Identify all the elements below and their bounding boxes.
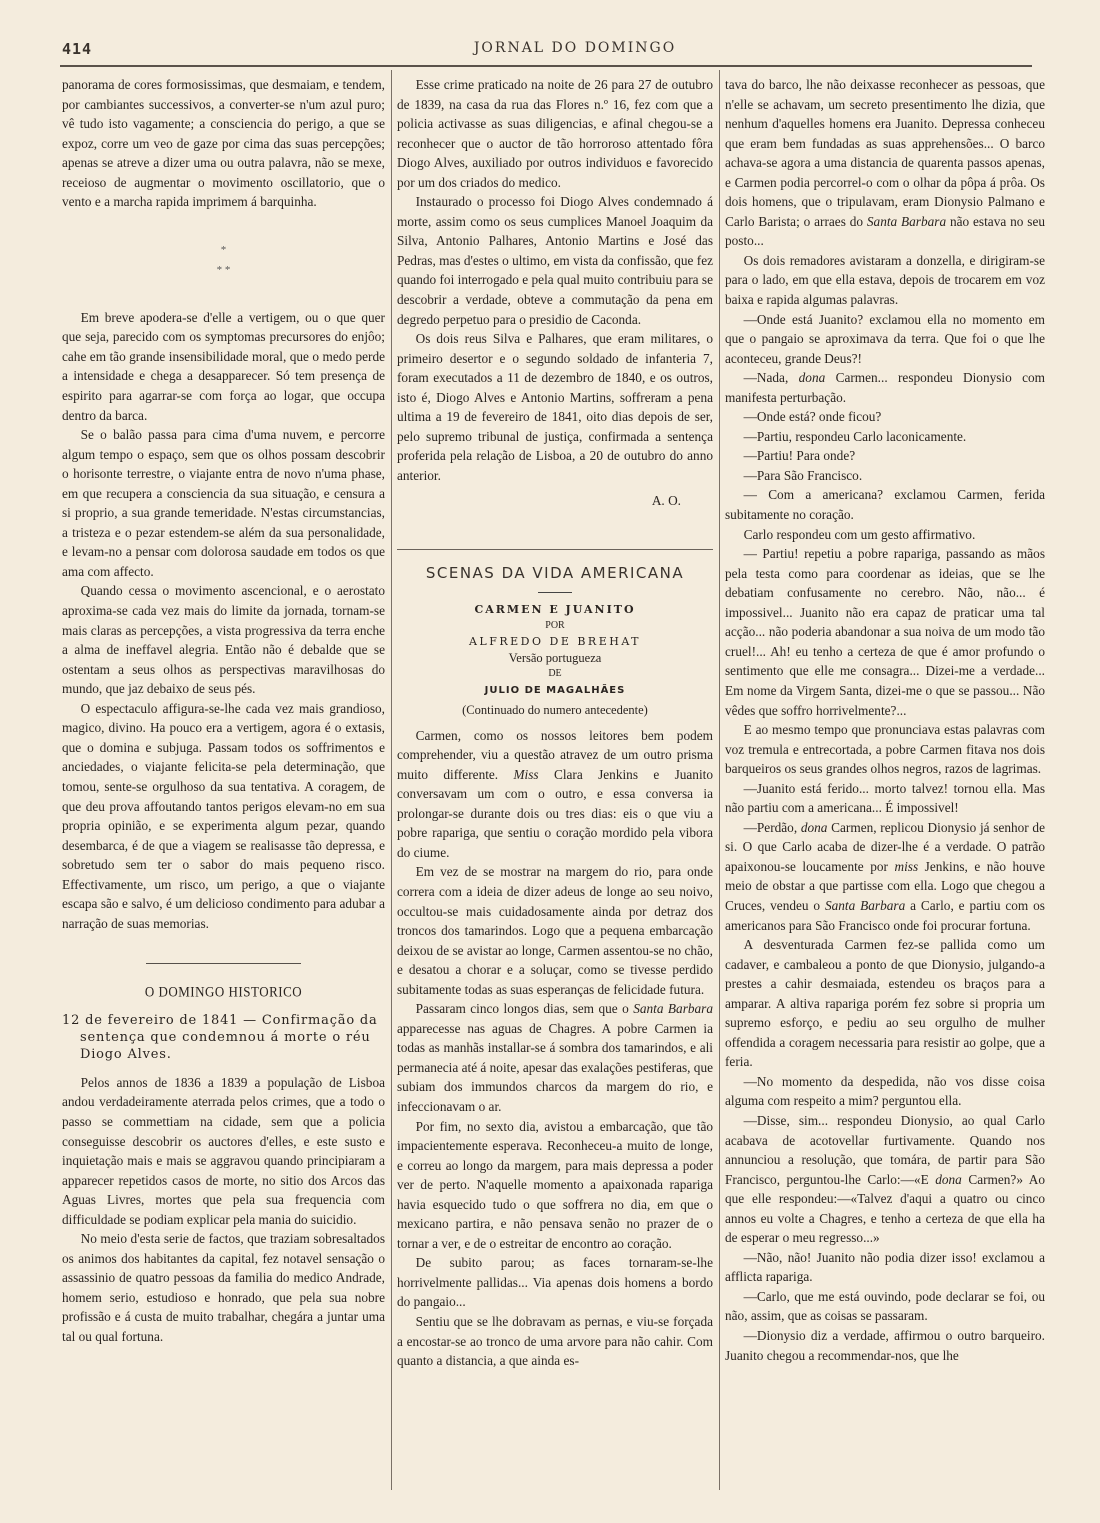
column-1	[62, 75, 385, 1347]
paragraph	[725, 485, 1045, 524]
paragraph	[725, 251, 1045, 310]
paragraph-text: —Onde está? onde ficou?	[743, 409, 882, 425]
paragraph	[62, 75, 385, 212]
paragraph-text: —Nada,	[743, 370, 799, 386]
asterism-bottom: * *	[216, 263, 231, 276]
paragraph	[725, 407, 1045, 427]
paragraph	[725, 935, 1045, 1072]
paragraph	[397, 862, 713, 999]
paragraph-text: panorama de cores formosissimas, que desmaiam, e tendem, por cambiantes successivos, a converter-se n'um azul puro; vê tudo isto vagamente; a consciencia do perigo, a que se expoz, corre um veo de gaze por cima das suas percepções; apenas se atreve a dizer uma ou outra palavra, não se mexe, receioso de augmentar o movimento oscillatorio, que o vento e a marcha rapida imprimem á barquinha.	[62, 77, 385, 210]
paragraph	[725, 1111, 1045, 1248]
column-divider	[391, 70, 392, 1490]
paragraph-text: Carmen... respondeu Dionysio com manifesta perturbação.	[725, 370, 1045, 405]
paragraph	[397, 192, 713, 329]
paragraph	[725, 525, 1045, 545]
paragraph-text: Os dois remadores avistaram a donzella, e dirigiram-se para o lado, em que ella estava, depois de trocarem em voz baixa e rapida algumas palavras.	[725, 252, 1045, 308]
italic-text: miss	[894, 858, 919, 874]
newspaper-title: JORNAL DO DOMINGO	[473, 40, 677, 56]
paragraph-text: Carlo respondeu com um gesto affirmativo.	[743, 526, 976, 542]
italic-text: Santa Barbara	[824, 897, 906, 913]
paragraph-text: apparecesse nas aguas de Chagres. A pobre Carmen ia todas as manhãs installar-se á sombra dos tamarindos, e ali permanecia até á noite, apesar das exalações pestiferas, que subiam dos immundos charcos da margem do rio, e infeccionavam o ar.	[397, 1020, 714, 1114]
italic-text: Miss	[513, 766, 539, 782]
continued-note: (Continuado do numero antecedente)	[462, 702, 648, 717]
paragraph	[62, 425, 385, 581]
italic-text: Santa Barbara	[866, 213, 947, 229]
italic-text: dona	[798, 370, 826, 386]
title-rule	[538, 592, 572, 593]
paragraph	[62, 1229, 385, 1346]
paragraph	[725, 446, 1045, 466]
italic-text: dona	[935, 1171, 962, 1187]
paragraph-text: Pelos annos de 1836 a 1839 a população de Lisboa andou verdadeiramente aterrada pelos crimes, que a todo o passo se commettiam na cidade, sem que a policia conseguisse descobrir os auctores d'elles, e este susto e inquietação mais e mais se aggravou quando principiaram a apparecer repetidos casos de morte, no sitio dos Arcos das Aguas Livres, mortes que pela sua frequencia com difficuldade se podiam explicar pela mania do suicidio.	[62, 1074, 385, 1227]
paragraph	[725, 779, 1045, 818]
paragraph-text: Em vez de se mostrar na margem do rio, para onde correra com a ideia de dizer adeus de longe ao seu noivo, occultou-se mais cuidadosamente ainda por detraz dos troncos dos tamarindos. Logo que a pequena embarcação deixou de se avistar ao longe, Carmen assentou-se no chão, e desatou a chorar e a soluçar, como se tivesse perdido subitamente todas as suas esperanças de felicidade futura.	[397, 864, 713, 997]
paragraph-text: A desventurada Carmen fez-se pallida como um cadaver, e cambaleou a ponto de que Dionysio, julgando-a prestes a cahir desmaiada, estendeu os braços para a amparar. A altiva rapariga porém fez sobre si propria um supremo esforço, e pediu ao seu orgulho de mulher offendida a coragem necessaria para resistir ao golpe, que a feria.	[725, 937, 1045, 1070]
balloon-article-body	[62, 308, 385, 934]
paragraph	[725, 544, 1045, 720]
header-rule	[60, 65, 1032, 67]
paragraph-text: —Disse, sim... respondeu Dionysio, ao qual Carlo acabava de acotovellar furtivamente. Quando nos annunciou a resolução, que tomára, de partir para São Francisco, perguntou-lhe Carlo:—«E	[725, 1112, 1045, 1187]
asterism-top: *	[220, 243, 227, 256]
paragraph-text: De subito parou; as faces tornaram-se-lhe horrivelmente pallidas... Via apenas dois homens a bordo do pangaio...	[397, 1255, 713, 1310]
paragraph	[725, 75, 1045, 251]
italic-text: dona	[800, 819, 828, 835]
story-body	[397, 726, 713, 1371]
paragraph-text: Jenkins, e não houve meio de obstar a que partisse com ella. Logo que chegou a Cruces, vendeu o	[725, 858, 1046, 913]
series-title: SCENAS DA VIDA AMERICANA	[425, 564, 685, 583]
column-3	[725, 75, 1045, 1365]
paragraph-text: —Partiu, respondeu Carlo laconicamente.	[743, 428, 967, 444]
paragraph	[725, 1287, 1045, 1326]
paragraph-text: não estava no seu posto...	[725, 213, 1045, 249]
paragraph-text: Os dois reus Silva e Palhares, que eram militares, o primeiro desertor e o segundo soldado de infanteria 7, foram executados a 11 de dezembro de 1840, e os outros, isto é, Diogo Alves e Antonio Martins, soffreram a pena ultima a 19 de fevereiro de 1841, oito dias depois de ser, pelo supremo tribunal de justiça, confirmada a sentença proferida pela relação de Lisboa, a 20 de outubro do anno anterior.	[397, 331, 713, 483]
paragraph	[725, 818, 1045, 935]
paragraph	[725, 466, 1045, 486]
page-number: 414	[62, 40, 93, 58]
paragraph-text: —No momento da despedida, não vos disse coisa alguma com respeito a mim? perguntou ella.	[725, 1073, 1045, 1109]
paragraph-text: Passaram cinco longos dias, sem que o	[415, 1001, 634, 1017]
column-2	[397, 75, 713, 1371]
paragraph-text: Quando cessa o movimento ascencional, e o aerostato aproxima-se cada vez mais do limite da jornada, tornam-se mais claras as percepções, a vista progressiva da terra enche a alma de ineffavel alegria. Então não é debalde que se ostentam a seus olhos as perspectivas maravilhosas do mundo, que jaz debaixo de seus pés.	[62, 583, 385, 697]
paragraph	[62, 308, 385, 425]
paragraph-text: No meio d'esta serie de factos, que traziam sobresaltados os animos dos habitantes da capital, fez notavel sensação o assassinio de quatro pessoas da familia do medico Andrade, homem serio, estudioso e honrado, que pela sua nobre profissão e á custa de muito trabalhar, chegára a juntar uma tal ou qual fortuna.	[62, 1231, 385, 1344]
paragraph	[725, 310, 1045, 369]
paragraph	[397, 75, 713, 192]
section-heading: O DOMINGO HISTORICO	[144, 983, 303, 1001]
paragraph	[725, 1326, 1045, 1365]
paragraph-text: —Partiu! Para onde?	[743, 448, 856, 464]
historic-article-continuation	[397, 75, 713, 485]
paragraph-text: Carmen, como os nossos leitores bem podem comprehender, viu a questão atravez de um outro prisma muito differente.	[397, 727, 713, 782]
paragraph	[397, 726, 713, 863]
article-continuation	[62, 75, 385, 212]
story-title: CARMEN E JUANITO	[474, 602, 636, 616]
paragraph	[397, 329, 713, 485]
paragraph-text: Sentiu que se lhe dobravam as pernas, e viu-se forçada a encostar-se ao tronco de uma arvore para não cahir. Com quanto a distancia, a que ainda es-	[397, 1313, 713, 1369]
article-rule	[397, 549, 713, 550]
story-body	[725, 251, 1045, 1365]
paragraph-text: —Juanito está ferido... morto talvez! tornou ella. Mas não partiu com a americana... É impossivel!	[725, 780, 1045, 816]
story-author: ALFREDO DE BREHAT	[468, 634, 642, 648]
paragraph	[725, 1072, 1045, 1111]
paragraph-text: —Perdão,	[743, 819, 801, 835]
paragraph-text: Clara Jenkins e Juanito conversavam um com o outro, e essa conversa ia prolongar-se durante dois ou tres dias: eis o que viu a pobre rapariga, que sentiu o coração mordido pela vibora do ciume.	[397, 766, 713, 860]
paragraph-text: — Com a americana? exclamou Carmen, ferida subitamente no coração.	[725, 487, 1045, 523]
story-continuation	[725, 75, 1045, 251]
paragraph	[62, 699, 385, 934]
by-label: POR	[545, 619, 565, 631]
paragraph	[397, 1117, 713, 1254]
historic-entry-title: 12 de fevereiro de 1841 — Confirmação da sentença que condemnou á morte o réu Diogo Alves.	[62, 1012, 378, 1062]
paragraph	[397, 999, 713, 1116]
paragraph	[725, 427, 1045, 447]
author-signature: A. O.	[651, 493, 681, 509]
paragraph-text: —Para São Francisco.	[743, 467, 863, 483]
paragraph	[397, 1253, 713, 1312]
paragraph	[725, 720, 1045, 779]
paragraph-text: — Partiu! repetiu a pobre rapariga, passando as mãos pela testa como para coordenar as ideias, que se lhe debatiam confusamente no cerebro. Não, não... é impossivel... Juanito não era capaz de praticar uma tal acção... não poderia abandonar a sua noiva de um modo tão cruel!... Ah! eu tenho a certeza de que é amor profundo o sentimento que elle me consagra... Dizei-me a verdade... Em nome da Virgem Santa, dizei-me o que se passou... Não vêdes que soffro horrivelmente?...	[725, 546, 1045, 718]
paragraph-text: O espectaculo affigura-se-lhe cada vez mais grandioso, magico, divino. Ha pouco era a vertigem, agora é o extasis, que o domina e subjuga. Passam todos os soffrimentos e anciedades, o viajante felicita-se pela determinação, que tomou, sente-se orgulhoso da sua tentativa. A coragem, de que deu prova affoutando tantos perigos elevam-no em sua propria opinião, e se experimenta algum pezar, quando desembarca, é de que a viagem se realisasse tão depressa, e sobretudo sem ter o sabor do mais pequeno risco. Effectivamente, um risco, um perigo, a que o viajante escapa são e salvo, é um delicioso condimento para adubar a narração de suas memorias.	[62, 700, 385, 931]
paragraph	[62, 581, 385, 698]
paragraph-text: tava do barco, lhe não deixasse reconhecer as pessoas, que n'elle se achavam, um secreto presentimento lhe dizia, que nenhum d'aquelles homens era Juanito. Depressa conheceu que eram bem fundadas as suas apprehensões... O barco achava-se agora a uma distancia de quarenta passos apenas, e Carmen podia percorrel-o com o olhar da pôpa á prôa. Os dois homens, que o tripulavam, eram Dionysio Palmano e Carlo Barista; o arraes do	[725, 77, 1045, 229]
historic-article-body	[62, 1073, 385, 1347]
story-translator: JULIO DE MAGALHÃES	[484, 684, 626, 696]
italic-text: Santa Barbara	[633, 1001, 713, 1017]
de-label: DE	[548, 667, 562, 679]
paragraph-text: —Dionysio diz a verdade, affirmou o outro barqueiro. Juanito chegou a recommendar-nos, que lhe	[725, 1328, 1045, 1363]
section-rule	[146, 963, 301, 964]
paragraph-text: —Carlo, que me está ouvindo, pode declarar se foi, ou não, assim, que as coisas se passaram.	[725, 1288, 1045, 1324]
version-label: Versão portugueza	[508, 650, 602, 665]
paragraph-text: Instaurado o processo foi Diogo Alves condemnado á morte, assim como os seus cumplices Manoel Joaquim da Silva, Antonio Palhares, Antonio Martins e José das Pedras, mas d'estes o ultimo, em vista da confissão, que fez quando foi interrogado e pela qual muito contribuiu para se descobrir a verdade, obteve a commutação da pena em degredo perpetuo para o presidio de Caconda.	[397, 194, 713, 327]
paragraph-text: —Não, não! Juanito não podia dizer isso! exclamou a afflicta rapariga.	[725, 1249, 1045, 1285]
paragraph-text: Em breve apodera-se d'elle a vertigem, ou o que quer que seja, parecido com os symptomas precursores do enjôo; cahe em tão grande insensibilidade moral, que o medo perde a intensidade e chega a desapparecer. Só tem presença de espirito para agarrar-se com força ao logar, que occupa dentro da barca.	[62, 309, 385, 423]
paragraph-text: —Onde está Juanito? exclamou ella no momento em que o pangaio se aproximava da terra. Que foi o que lhe aconteceu, grande Deus?!	[725, 311, 1045, 366]
paragraph	[62, 1073, 385, 1229]
paragraph	[725, 368, 1045, 407]
paragraph-text: Se o balão passa para cima d'uma nuvem, e percorre algum tempo o espaço, sem que os olhos possam descobrir o horisonte terrestre, o viajante entra de novo n'uma phase, em que recupera a consciencia da sua situação, e censura a si proprio, a sua grande temeridade. N'estas circumstancias, a tristeza e o pezar estendem-se além da sua personalidade, e levam-no a pensar com dolorosa saudade em todos os que ama com affecto.	[62, 427, 385, 579]
paragraph-text: Carmen?» Ao que elle respondeu:—«Talvez d'aqui a quatro ou cinco annos eu volte a Chagres, e tenho a certeza de que ella ha de esperar o meu regresso...»	[725, 1171, 1045, 1246]
paragraph	[397, 1312, 713, 1371]
paragraph-text: Por fim, no sexto dia, avistou a embarcação, que tão impacientemente esperava. Reconheceu-a muito de longe, e correu ao longo da margem, para mais depressa a poder ver de perto. N'aquelle momento a apaixonada rapariga havia esquecido tudo o que soffrera no dia, em que o mexicano partira, e não pensava senão no prazer de o tornar a ver, e de o estreitar de encontro ao coração.	[397, 1118, 713, 1251]
paragraph-text: a Carlo, e partiu com os americanos para São Francisco onde foi procurar fortuna.	[725, 897, 1045, 933]
column-divider	[719, 70, 720, 1490]
paragraph-text: Carmen, replicou Dionysio já senhor de si. O que Carlo acaba de dizer-lhe é a verdade. O patrão apaixonou-se loucamente por	[725, 819, 1045, 874]
paragraph	[725, 1248, 1045, 1287]
paragraph-text: Esse crime praticado na noite de 26 para 27 de outubro de 1839, na casa da rua das Flores n.º 16, fez com que a policia activasse as suas diligencias, e afinal chegou-se a reconhecer que o auctor de tão horroroso attentado fôra Diogo Alves, auxiliado por outros individuos e favorecido por um dos criados do medico.	[397, 77, 713, 190]
paragraph-text: E ao mesmo tempo que pronunciava estas palavras com voz tremula e entrecortada, a pobre Carmen fitava nos dois barqueiros os seus grandes olhos negros, razos de lagrimas.	[725, 722, 1045, 777]
